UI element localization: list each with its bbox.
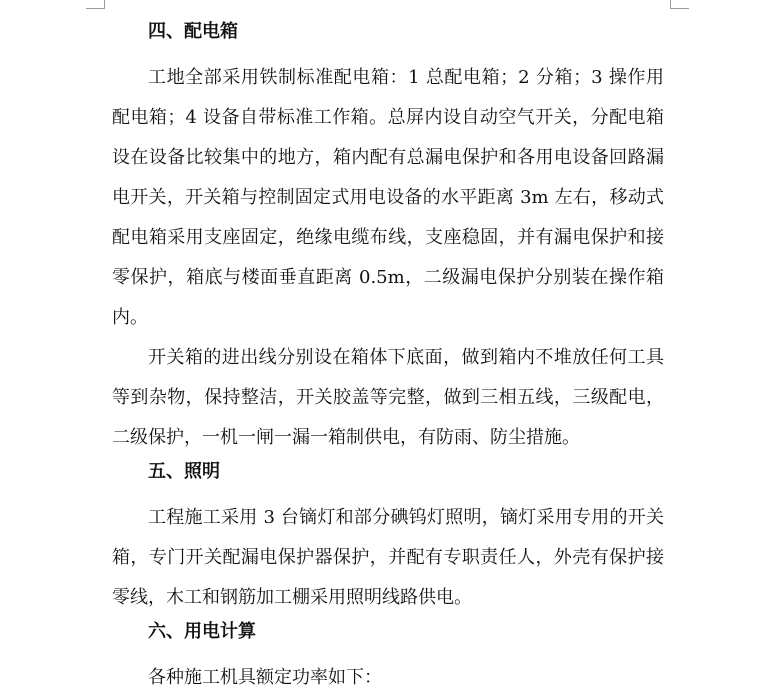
paragraph-line: 内。	[112, 307, 148, 328]
paragraph-line: 零保护，箱底与楼面垂直距离 0.5m，二级漏电保护分别装在操作箱	[112, 267, 664, 288]
page-corner-mark-right	[670, 0, 689, 9]
section-heading: 六、用电计算	[148, 621, 256, 642]
heading-spacing	[112, 486, 664, 498]
heading-spacing	[112, 46, 664, 58]
paragraph-line: 电开关，开关箱与控制固定式用电设备的水平距离 3m 左右，移动式	[112, 187, 664, 208]
paragraph-line: 工程施工采用 3 台镝灯和部分碘钨灯照明，镝灯采用专用的开关	[148, 507, 664, 528]
paragraph-line: 箱，专门开关配漏电保护器保护，并配有专职责任人，外壳有保护接	[112, 547, 664, 568]
paragraph-line: 开关箱的进出线分别设在箱体下底面，做到箱内不堆放任何工具	[148, 347, 664, 368]
paragraph-line: 零线，木工和钢筋加工棚采用照明线路供电。	[112, 587, 472, 608]
document-body	[112, 18, 664, 686]
paragraph-line: 各种施工机具额定功率如下：	[148, 667, 382, 686]
paragraph-line: 工地全部采用铁制标准配电箱：1 总配电箱；2 分箱；3 操作用	[148, 67, 664, 88]
paragraph-line: 等到杂物，保持整洁，开关胶盖等完整，做到三相五线，三级配电，	[112, 387, 664, 408]
paragraph-line: 设在设备比较集中的地方，箱内配有总漏电保护和各用电设备回路漏	[112, 147, 664, 168]
paragraph-line: 配电箱；4 设备自带标准工作箱。总屏内设自动空气开关，分配电箱	[112, 107, 664, 128]
page-corner-mark-left	[86, 0, 105, 9]
paragraph-line: 二级保护，一机一闸一漏一箱制供电，有防雨、防尘措施。	[112, 427, 580, 448]
heading-spacing	[112, 646, 664, 658]
section-heading: 四、配电箱	[148, 21, 238, 42]
section-heading: 五、照明	[148, 461, 220, 482]
paragraph-line: 配电箱采用支座固定，绝缘电缆布线，支座稳固，并有漏电保护和接	[112, 227, 664, 248]
